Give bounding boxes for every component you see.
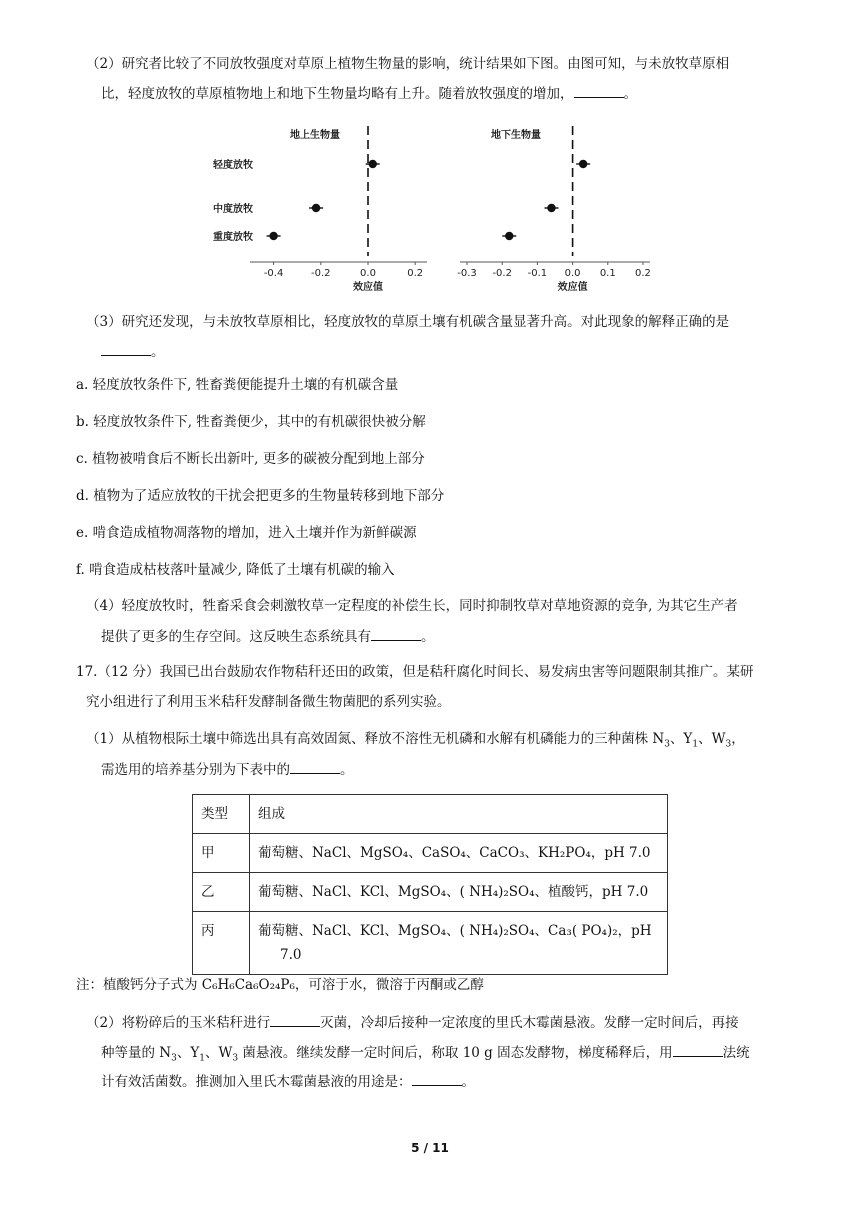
q2-line2 bbox=[101, 83, 637, 104]
q17-p2-sep2: 、W bbox=[205, 1045, 233, 1061]
q17-p2-line2-rest: 菌悬液。继续发酵一定时间后，称取 10 g 固态发酵物，梯度稀释后，用 bbox=[238, 1045, 673, 1061]
q17-p2-sub-n: 3 bbox=[171, 1053, 177, 1064]
x-tick-label: -0.3 bbox=[457, 268, 477, 279]
q17-p1-answer-blank[interactable] bbox=[290, 759, 340, 774]
x-tick-label: -0.2 bbox=[311, 268, 331, 279]
q4-line2-end: 。 bbox=[421, 629, 435, 645]
q3-line2-end: 。 bbox=[151, 344, 165, 360]
q3-option-e: e. 啃食造成植物凋落物的增加，进入土壤并作为新鲜碳源 bbox=[76, 525, 417, 541]
chart-title: 地下生物量 bbox=[491, 130, 541, 141]
x-tick-label: 0.1 bbox=[599, 268, 616, 279]
q17-p1-line2-text: 需选用的培养基分别为下表中的 bbox=[101, 762, 290, 778]
q2-answer-blank[interactable] bbox=[574, 83, 624, 98]
q2-line1: （2）研究者比较了不同放牧强度对草原上植物生物量的影响，统计结果如下图。由图可知，与未放牧草原相 bbox=[86, 56, 730, 72]
q17-p2-line2 bbox=[101, 1042, 750, 1069]
q17-p2-sterilization-blank[interactable] bbox=[270, 1012, 320, 1027]
q3-answer-blank[interactable] bbox=[101, 341, 151, 356]
q17-p1-line2 bbox=[101, 759, 354, 780]
q3-option-d: d. 植物为了适应放牧的干扰会把更多的生物量转移到地下部分 bbox=[76, 488, 445, 504]
q17-p2-sub-y: 1 bbox=[199, 1053, 205, 1064]
q17-p2-line1-rest: 灭菌，冷却后接种一定浓度的里氏木霉菌悬液。发酵一定时间后，再接 bbox=[320, 1015, 739, 1031]
table-cell-type: 甲 bbox=[193, 834, 250, 873]
q3-option-b: b. 轻度放牧条件下, 牲畜粪便少，其中的有机碳很快被分解 bbox=[76, 414, 426, 430]
data-point bbox=[547, 204, 555, 212]
chart-aboveground bbox=[212, 126, 427, 293]
q17-p2-line3-text: 计有效活菌数。推测加入里氏木霉菌悬液的用途是： bbox=[101, 1074, 412, 1090]
q17-p1-sub-n: 3 bbox=[664, 739, 670, 750]
x-axis-label: 效应值 bbox=[557, 282, 588, 293]
x-axis-label: 效应值 bbox=[353, 282, 383, 293]
x-tick-label: -0.1 bbox=[527, 268, 548, 279]
data-point bbox=[369, 160, 377, 168]
q17-p2-sep1: 、Y bbox=[176, 1045, 200, 1061]
table-header-row bbox=[193, 795, 668, 834]
chart-title: 地上生物量 bbox=[290, 130, 340, 141]
q17-p1-sub-y: 1 bbox=[692, 739, 699, 750]
q4-line2 bbox=[101, 626, 435, 647]
q17-p2-sub-w: 3 bbox=[232, 1053, 239, 1064]
q17-p2-line3-end: 。 bbox=[461, 1074, 475, 1090]
table-cell-type: 乙 bbox=[193, 873, 250, 912]
q17-line2: 究小组进行了利用玉米秸秆发酵制备微生物菌肥的系列实验。 bbox=[86, 694, 451, 710]
table-cell-composition-line2: 7.0 bbox=[280, 947, 302, 963]
q4-line1: （4）轻度放牧时，牲畜采食会刺激牧草一定程度的补偿生长，同时抑制牧草对草地资源的竞争, 为其它生产者 bbox=[86, 598, 738, 614]
table-row bbox=[193, 873, 668, 912]
q3-option-f: f. 啃食造成枯枝落叶量减少, 降低了土壤有机碳的输入 bbox=[76, 562, 395, 578]
q4-answer-blank[interactable] bbox=[371, 626, 421, 641]
table-header-type: 类型 bbox=[193, 795, 250, 834]
table-header-composition: 组成 bbox=[250, 795, 668, 834]
q17-p1-end: ， bbox=[731, 731, 745, 747]
q17-p1-line1 bbox=[86, 729, 745, 755]
x-tick-label: -0.4 bbox=[263, 268, 284, 279]
category-label: 轻度放牧 bbox=[213, 160, 253, 171]
q3-option-c: c. 植物被啃食后不断长出新叶, 更多的碳被分配到地上部分 bbox=[76, 451, 425, 467]
category-label: 中度放牧 bbox=[213, 204, 253, 215]
table-cell-composition: 葡萄糖、NaCl、KCl、MgSO₄、( NH₄)₂SO₄、植酸钙，pH 7.0 bbox=[250, 873, 668, 912]
x-tick-label: 0.2 bbox=[635, 268, 651, 279]
q17-p2-line1 bbox=[86, 1012, 739, 1033]
q2-line2-end: 。 bbox=[623, 86, 637, 102]
q17-line1: 17.（12 分）我国已出台鼓励农作物秸秆还田的政策，但是秸秆腐化时间长、易发病虫害等问题限制其推广。某研 bbox=[76, 664, 754, 680]
table-row bbox=[193, 834, 668, 873]
q17-p2-purpose-blank[interactable] bbox=[412, 1071, 462, 1086]
x-tick-label: 0.0 bbox=[564, 268, 581, 279]
table-row bbox=[193, 912, 668, 975]
table-cell-composition: 葡萄糖、NaCl、MgSO₄、CaSO₄、CaCO₃、KH₂PO₄，pH 7.0 bbox=[250, 834, 668, 873]
data-point bbox=[312, 204, 320, 212]
biomass-charts bbox=[195, 118, 665, 298]
q3-line2 bbox=[101, 341, 165, 362]
q17-p2-line3 bbox=[101, 1071, 475, 1092]
q3-line1: （3）研究还发现，与未放牧草原相比，轻度放牧的草原土壤有机碳含量显著升高。对此现象的解释正确的是 bbox=[86, 314, 730, 330]
data-point bbox=[579, 160, 587, 168]
q17-p1-sep2: 、W bbox=[698, 731, 726, 747]
q3-option-a: a. 轻度放牧条件下, 牲畜粪便能提升土壤的有机碳含量 bbox=[76, 377, 399, 393]
q17-p2-line2-end: 法统 bbox=[722, 1045, 750, 1061]
q17-p1-line2-end: 。 bbox=[340, 762, 354, 778]
data-point bbox=[505, 232, 513, 240]
media-table bbox=[192, 794, 668, 975]
q2-line2-text: 比，轻度放牧的草原植物地上和地下生物量均略有上升。随着放牧强度的增加， bbox=[101, 86, 574, 102]
q17-p2-method-blank[interactable] bbox=[673, 1042, 723, 1057]
q4-line2-text: 提供了更多的生存空间。这反映生态系统具有 bbox=[101, 629, 371, 645]
q17-p2-line2-text: 种等量的 N bbox=[101, 1045, 172, 1061]
x-tick-label: 0.2 bbox=[407, 268, 424, 279]
category-label: 重度放牧 bbox=[213, 232, 253, 243]
table-cell-composition bbox=[250, 912, 668, 975]
q17-p1-sep1: 、Y bbox=[669, 731, 693, 747]
table-note: 注：植酸钙分子式为 C₆H₆Ca₆O₂₄P₆，可溶于水，微溶于丙酮或乙醇 bbox=[76, 977, 484, 993]
table-cell-type: 丙 bbox=[193, 912, 250, 975]
q17-p1-sub-w: 3 bbox=[725, 739, 732, 750]
x-tick-label: -0.2 bbox=[492, 268, 512, 279]
q17-p1-text: （1）从植物根际土壤中筛选出具有高效固氮、释放不溶性无机磷和水解有机磷能力的三种菌株 N bbox=[86, 731, 665, 747]
q17-p2-line1-text: （2）将粉碎后的玉米秸秆进行 bbox=[86, 1015, 271, 1031]
x-tick-label: 0.0 bbox=[360, 268, 376, 279]
table-cell-composition-line1: 葡萄糖、NaCl、KCl、MgSO₄、( NH₄)₂SO₄、Ca₃( PO₄)₂，pH bbox=[258, 923, 652, 939]
data-point bbox=[269, 232, 277, 240]
chart-belowground bbox=[457, 126, 651, 293]
page-number: 5 / 11 bbox=[411, 1141, 449, 1155]
